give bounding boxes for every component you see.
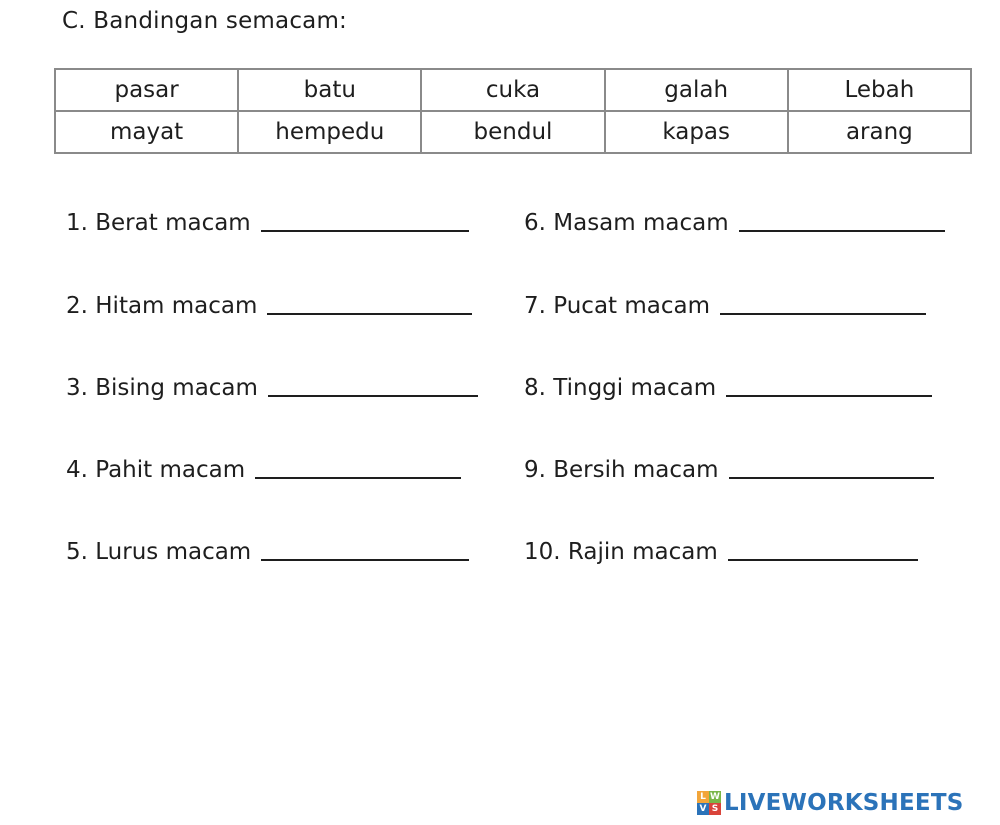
word-bank-cell: mayat	[55, 111, 238, 153]
question-text: 2. Hitam macam	[66, 293, 258, 319]
word-bank-cell: Lebah	[788, 69, 971, 111]
answer-blank[interactable]	[728, 557, 918, 561]
answer-blank[interactable]	[726, 393, 932, 397]
word-bank-cell: arang	[788, 111, 971, 153]
logo-tile: S	[709, 803, 721, 815]
question-text: 3. Bising macam	[66, 375, 258, 401]
answer-blank[interactable]	[261, 228, 469, 232]
word-bank-cell: batu	[238, 69, 421, 111]
word-bank-cell: cuka	[421, 69, 604, 111]
question-item	[66, 375, 478, 401]
question-item	[66, 293, 472, 319]
question-text: 7. Pucat macam	[524, 293, 711, 319]
brand-name: LIVEWORKSHEETS	[724, 790, 964, 816]
word-bank-cell: bendul	[421, 111, 604, 153]
question-item	[524, 375, 932, 401]
question-item	[524, 210, 945, 236]
question-item	[66, 210, 469, 236]
question-text: 10. Rajin macam	[524, 539, 718, 565]
liveworksheets-logo-icon	[697, 791, 721, 815]
logo-tile: L	[697, 791, 709, 803]
question-text: 5. Lurus macam	[66, 539, 252, 565]
word-bank-cell: pasar	[55, 69, 238, 111]
question-item	[524, 457, 934, 483]
question-text: 1. Berat macam	[66, 210, 251, 236]
liveworksheets-brand	[697, 790, 963, 816]
word-bank-cell: kapas	[605, 111, 788, 153]
answer-blank[interactable]	[261, 557, 469, 561]
logo-tile: V	[697, 803, 709, 815]
question-text: 8. Tinggi macam	[524, 375, 717, 401]
answer-blank[interactable]	[720, 311, 926, 315]
answer-blank[interactable]	[255, 475, 461, 479]
answer-blank[interactable]	[739, 228, 945, 232]
question-item	[524, 539, 918, 565]
answer-blank[interactable]	[729, 475, 934, 479]
question-text: 9. Bersih macam	[524, 457, 719, 483]
answer-blank[interactable]	[268, 393, 478, 397]
question-item	[66, 457, 461, 483]
logo-tile: W	[710, 792, 720, 802]
answer-blank[interactable]	[267, 311, 472, 315]
question-text: 6. Masam macam	[524, 210, 729, 236]
word-bank-cell: galah	[605, 69, 788, 111]
question-item	[66, 539, 469, 565]
section-title: C. Bandingan semacam:	[62, 8, 348, 34]
question-item	[524, 293, 926, 319]
question-text: 4. Pahit macam	[66, 457, 246, 483]
word-bank-cell: hempedu	[238, 111, 421, 153]
